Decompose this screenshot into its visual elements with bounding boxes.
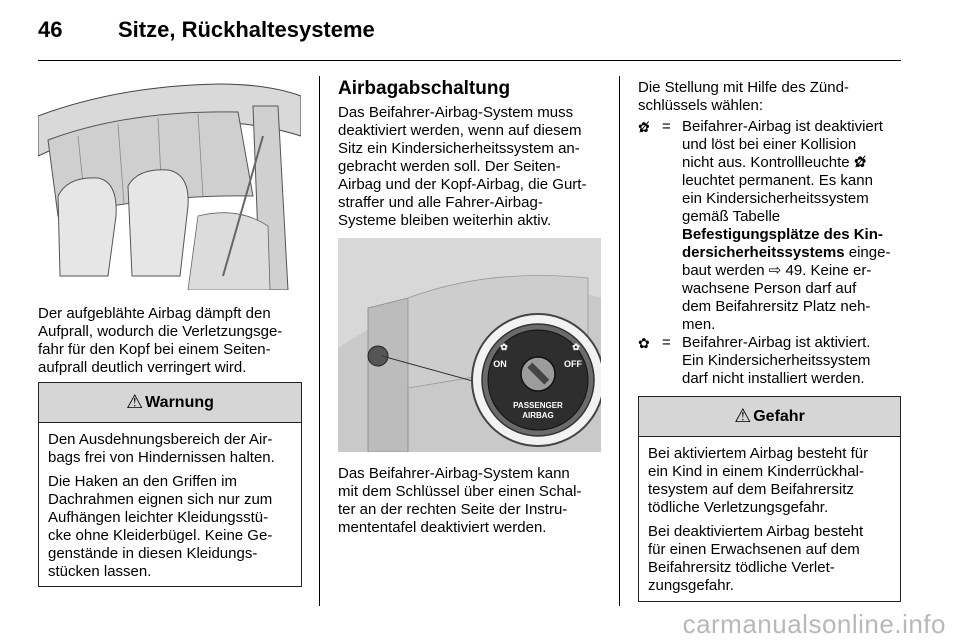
caption-line: Der aufgeblähte Airbag dämpft den — [38, 305, 271, 322]
intro-line: schlüssels wählen: — [638, 97, 764, 114]
danger-line: tesystem auf dem Beifahrersitz — [648, 481, 854, 498]
airbag-on-item — [638, 334, 902, 388]
intro-line: Systeme bleiben weiterhin aktiv. — [338, 212, 552, 229]
desc-line: dem Beifahrersitz Platz neh- — [682, 298, 871, 315]
caption-line: Aufprall, wodurch die Verletzungsge- — [38, 323, 283, 340]
intro-line: gebracht werden soll. Der Seiten- — [338, 158, 561, 175]
warning-line: stücken lassen. — [48, 563, 152, 580]
page-reference: 49. Keine er- — [785, 262, 872, 279]
desc-line: Beifahrer-Airbag ist aktiviert. — [682, 334, 871, 351]
desc-line: Beifahrer-Airbag ist deaktiviert — [682, 118, 883, 135]
warning-line: cke ohne Kleiderbügel. Keine Ge- — [48, 527, 273, 544]
caption-line: Das Beifahrer-Airbag-System kann — [338, 465, 570, 482]
airbag-on-icon: ✿ — [638, 335, 650, 351]
danger-line: Bei aktiviertem Airbag besteht für — [648, 445, 869, 462]
warning-triangle-icon: ⚠ — [734, 406, 752, 427]
desc-line: darf nicht installiert werden. — [682, 370, 865, 387]
watermark: carmanualsonline.info — [682, 609, 946, 639]
airbag-off-icon: ✿̸ — [638, 119, 650, 135]
page-header — [38, 14, 375, 46]
intro-line: Das Beifahrer-Airbag-System muss — [338, 104, 574, 121]
airbag-deactivation-section — [338, 78, 608, 230]
warning-line: Aufhängen leichter Kleidungsstü- — [48, 509, 269, 526]
intro-line: straffer und alle Fahrer-Airbag- — [338, 194, 543, 211]
header-rule — [38, 60, 901, 61]
section-heading: Airbagabschaltung — [338, 78, 511, 99]
desc-line: wachsene Person darf auf — [682, 280, 857, 297]
danger-line: ein Kind in einem Kinderrückhal- — [648, 463, 864, 480]
section-intro — [338, 104, 608, 230]
warning-paragraph-1 — [48, 431, 292, 467]
page-ref-icon[interactable]: ⇨ — [768, 262, 782, 279]
intro-line: deaktiviert werden, wenn auf diesem — [338, 122, 582, 139]
warning-title: Warnung — [145, 393, 214, 411]
equals-sign: = — [662, 334, 671, 351]
danger-box — [638, 396, 901, 602]
desc-line: men. — [682, 316, 716, 333]
airbag-on-description — [682, 334, 902, 388]
switch-airbag-label: AIRBAG — [522, 411, 554, 420]
position-selection — [638, 79, 902, 388]
desc-line: ein Kindersicherheitssystem — [682, 190, 869, 207]
danger-paragraph-2 — [648, 523, 891, 595]
caption-line: ter an der rechten Seite der Instru- — [338, 501, 568, 518]
desc-line: gemäß Tabelle — [682, 208, 781, 225]
danger-line: Beifahrersitz tödliche Verlet- — [648, 559, 835, 576]
desc-fragment: einge- — [844, 244, 891, 261]
switch-off-label: OFF — [564, 359, 582, 369]
danger-line: für einen Erwachsenen auf dem — [648, 541, 860, 558]
danger-paragraph-1 — [648, 445, 891, 517]
airbag-caption — [38, 305, 306, 377]
warning-line: Den Ausdehnungsbereich der Air- — [48, 431, 273, 448]
intro-line: Sitz ein Kindersicherheitssystem an- — [338, 140, 580, 157]
warning-line: genstände in diesen Kleidungs- — [48, 545, 258, 562]
warning-paragraph-2 — [48, 473, 292, 581]
danger-line: zungsgefahr. — [648, 577, 734, 594]
danger-line: tödliche Verletzungsgefahr. — [648, 499, 829, 516]
switch-caption — [338, 465, 608, 537]
indicator-icon: ✿̸ — [853, 154, 867, 171]
warning-line: bags frei von Hindernissen halten. — [48, 449, 275, 466]
equals-sign: = — [662, 118, 671, 135]
side-airbag-illustration — [38, 76, 301, 290]
desc-line: Ein Kindersicherheitssystem — [682, 352, 871, 369]
airbag-off-item — [638, 118, 902, 334]
desc-line: baut werden — [682, 262, 765, 279]
caption-line: aufprall deutlich verringert wird. — [38, 359, 247, 376]
caption-line: fahr für den Kopf bei einem Seiten- — [38, 341, 271, 358]
warning-box — [38, 382, 302, 587]
warning-header — [39, 383, 301, 423]
warning-line: Die Haken an den Griffen im — [48, 473, 237, 490]
caption-line: mententafel deaktiviert werden. — [338, 519, 547, 536]
svg-text:✿: ✿ — [572, 342, 580, 352]
table-reference: dersicherheitssystems — [682, 244, 845, 261]
danger-line: Bei deaktiviertem Airbag besteht — [648, 523, 864, 540]
table-reference: Befestigungsplätze des Kin- — [682, 226, 883, 243]
desc-line: und löst bei einer Kollision — [682, 136, 857, 153]
column-divider-left — [319, 76, 320, 606]
airbag-off-description — [682, 118, 902, 334]
airbag-switch-illustration — [338, 238, 601, 452]
desc-line: leuchtet permanent. Es kann — [682, 172, 873, 189]
intro-line: Airbag und der Kopf-Airbag, die Gurt- — [338, 176, 587, 193]
svg-text:✿: ✿ — [500, 342, 508, 352]
page-title: Sitze, Rückhaltesysteme — [118, 17, 375, 42]
switch-on-label: ON — [493, 359, 507, 369]
warning-line: Dachrahmen eignen sich nur zum — [48, 491, 273, 508]
position-intro — [638, 79, 902, 115]
caption-line: mit dem Schlüssel über einen Schal- — [338, 483, 582, 500]
desc-line: nicht aus. Kontrollleuchte — [682, 154, 850, 171]
warning-triangle-icon: ⚠ — [126, 392, 144, 413]
column-divider-right — [619, 76, 620, 606]
intro-line: Die Stellung mit Hilfe des Zünd- — [638, 79, 849, 96]
switch-passenger-label: PASSENGER — [513, 401, 563, 410]
danger-title: Gefahr — [753, 407, 805, 425]
page-number: 46 — [38, 17, 63, 42]
danger-header — [639, 397, 900, 437]
